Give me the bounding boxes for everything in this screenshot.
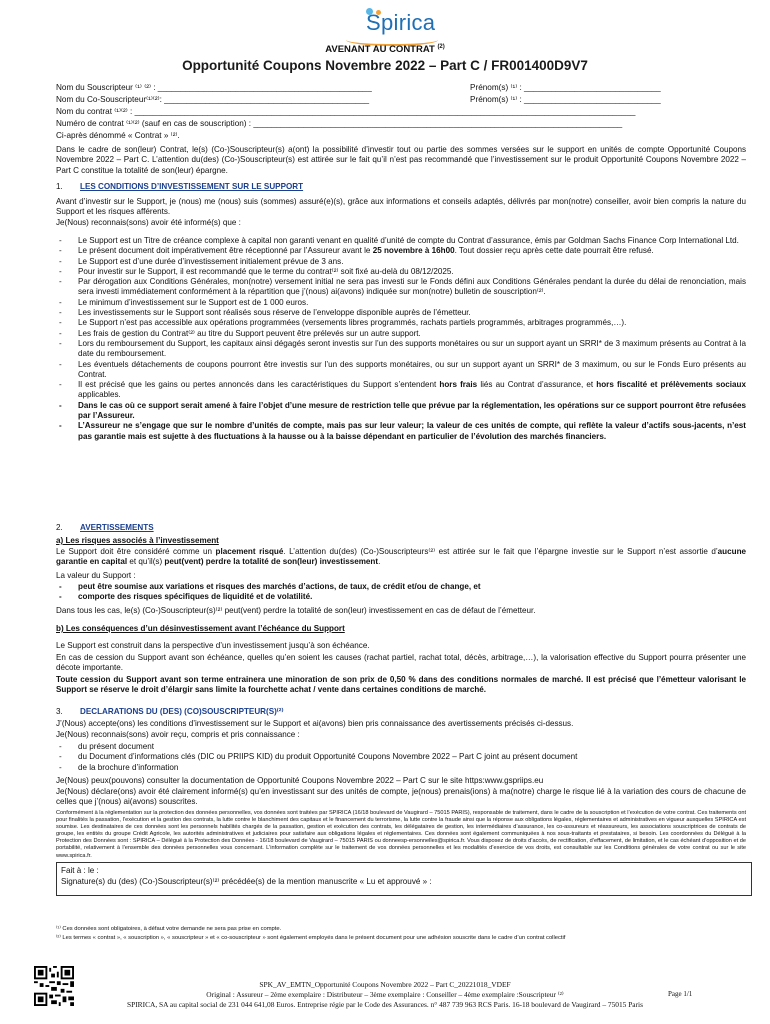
section-2b-heading: b) Les conséquences d’un désinvestissement avant l’échéance du Support	[56, 624, 345, 633]
list-item: - Les éventuels détachements de coupons pourront être investis sur l’un des supports monétaires, ou sur un support ayant un SRRI* de 3 maximum, ou sur le Fonds Euro présents au Contrat.	[56, 360, 746, 381]
intro-paragraph: Dans le cadre de son(leur) Contrat, le(s) (Co-)Souscripteur(s) a(ont) la possibilité d’investir tout ou partie des sommes versées sur le support en unités de compte Opportunité Coupons Novembre 2022 – Part C. L’attention du(des) (Co-)Souscripteur(s) est attirée sur le fait qu’il n’est pas recommandé que l’investissement sur le produit Opportunité Coupons Novembre 2022 – Part C constitue la totalité de son(leur) épargne.	[56, 145, 746, 175]
document-reference: SPK_AV_EMTN_Opportunité Coupons Novembre 2022 – Part C_20221018_VDEF	[259, 980, 511, 989]
section-1-paragraph: Avant d’investir sur le Support, je (nous) me (nous) suis (sommes) assuré(e)(s), grâce aux informations et conseils adaptés, délivrés par mon(notre) conseiller, avoir bien compris la nature du Support et les risques afférents.	[56, 197, 746, 217]
company-legal-info: SPIRICA, SA au capital social de 231 044 641,08 Euros. Entreprise régie par le Code des Assurances. n° 487 739 963 RCS Paris. 16-18 boulevard de Vaugirard – 75015 Paris	[127, 1000, 643, 1009]
section-2b-paragraph-2: En cas de cession du Support avant son échéance, quelles qu’en soient les causes (rachat partiel, rachat total, décès, arbitrage,…), la valorisation effective du Support pourra présenter une décote importante.	[56, 653, 746, 673]
section-3-paragraph-4: Je(Nous) déclare(ons) avoir été clairement informé(s) qu’en investissant sur des unités de compte, je(nous) prenais(ions) à ma(notre) charge le risque lié à la variation des cours de chacune de celles que j’(nous) ai(avons) souscrites.	[56, 787, 746, 807]
contrat-definition: Ci-après dénommé « Contrat » ⁽²⁾.	[56, 131, 180, 140]
list-item: - du Document d’informations clés (DIC ou PRIIPS KID) du produit Opportunité Coupons Novembre 2022 – Part C joint au présent document	[56, 752, 746, 762]
section-1-heading: 1. LES CONDITIONS D’INVESTISSEMENT SUR LE SUPPORT	[56, 182, 304, 191]
field-souscripteur[interactable]: Nom du Souscripteur ⁽¹⁾ ⁽²⁾ : _______________________________________________	[56, 83, 372, 92]
field-cosouscripteur[interactable]: Nom du Co-Souscripteur⁽¹⁾⁽²⁾: _____________________________________________	[56, 95, 370, 104]
section-2a-conclusion: Dans tous les cas, le(s) (Co-)Souscripteur(s)⁽²⁾ peut(vent) perdre la totalité de son(leur) investissement en cas de défaut de l’émetteur.	[56, 606, 536, 615]
field-nom-contrat[interactable]: Nom du contrat ⁽¹⁾⁽²⁾ : ______________________________________________________________________________________________________________	[56, 107, 636, 116]
doc-title: AVENANT AU CONTRAT $^{(2)}$	[325, 44, 445, 56]
list-item: - Le présent document doit impérativement être réceptionné par l’Assureur avant le 25 novembre à 16h00. Tout dossier reçu après cette date pourrait être refusé.	[56, 246, 746, 256]
list-item: - de la brochure d’information	[56, 763, 746, 773]
page-number: Page 1/1	[668, 990, 693, 998]
section-1-list	[56, 236, 746, 442]
list-item: - Les frais de gestion du Contrat⁽²⁾ au titre du Support peuvent être prélevés sur un autre support.	[56, 329, 746, 339]
section-2b-paragraph-1: Le Support est construit dans la perspective d’un investissement jusqu’à son échéance.	[56, 641, 370, 650]
place-date-field[interactable]: Fait à : le :	[61, 866, 99, 875]
section-2a-heading: a) Les risques associés à l’investissement	[56, 536, 219, 545]
list-item: - Lors du remboursement du Support, les capitaux ainsi dégagés seront investis sur l’un des supports monétaires ou sur un support ayant un SRRI* de 3 maximum présents au Contrat à la date du remboursement.	[56, 339, 746, 360]
spirica-logo	[338, 8, 443, 44]
list-item: - comporte des risques spécifiques de liquidité et de volatilité.	[56, 592, 746, 602]
signature-field[interactable]: Signature(s) du (des) (Co-)Souscripteur(s)⁽²⁾ précédée(s) de la mention manuscrite « Lu et approuvé » :	[61, 877, 432, 886]
list-item: - Le Support est un Titre de créance complexe à capital non garanti venant en qualité d’unité de compte du Contrat d’assurance, émis par Goldman Sachs Finance Corp International Ltd.	[56, 236, 746, 246]
section-3-heading: 3. DECLARATIONS DU (DES) (CO)SOUSCRIPTEUR(S)⁽²⁾	[56, 707, 284, 716]
list-item: - Pour investir sur le Support, il est recommandé que le terme du contrat⁽²⁾ soit fixé au-delà du 08/12/2025.	[56, 267, 746, 277]
section-2a-lead: La valeur du Support :	[56, 571, 136, 580]
section-2a-list	[56, 582, 746, 603]
list-item: - du présent document	[56, 742, 746, 752]
list-item: - Dans le cas où ce support serait amené à faire l’objet d’une mesure de restriction telle que prévue par la réglementation, les opérations sur ce support pourront être refusées par l’Assureur.	[56, 401, 746, 422]
section-1-lead: Je(Nous) reconnais(sons) avoir été informé(s) que :	[56, 218, 241, 227]
section-2-heading: 2. AVERTISSEMENTS	[56, 523, 154, 532]
list-item: - L’Assureur ne s’engage que sur le nombre d’unités de compte, mais pas sur leur valeur; la valeur de ces unités de compte, qui reflète la valeur d’actifs sous-jacents, n’est pas garantie mais est sujette à des fluctuations à la hausse ou à la baisse dépendant en particulier de l’évolution des marchés financiers.	[56, 421, 746, 442]
signature-box[interactable]	[56, 862, 752, 896]
field-numero-contrat[interactable]: Numéro de contrat ⁽¹⁾⁽²⁾ (sauf en cas de souscription) : _________________________________________________________________________________	[56, 119, 623, 128]
list-item: - Le minimum d’investissement sur le Support est de 1 000 euros.	[56, 298, 746, 308]
data-protection-notice: Conformément à la réglementation sur la protection des données personnelles, vos données sont traitées par SPIRICA (16/18 boulevard de Vaugirard – 75015 PARIS), responsable de traitement, dans le cadre de la souscription et l’exécution de votre contrat. Ces traitements ont pour finalités la passation, l’exécution et la gestion des contrats, la lutte contre le blanchiment des capitaux et le financement du terrorisme, la lutte contre la fraude ainsi que la réponse aux obligations légales, réglementaires et administratives en vigueur auxquelles SPIRICA est soumise. Les destinataires de ces données sont les personnels habilités chargés de la passation, gestion et exécution des contrats, les délégataires de gestion, les intermédiaires d’assurance, les co-assureurs et réassureurs, les associations souscriptrices de contrats de groupe, les entités du groupe Crédit Agricole, les autorités administratives et judiciaires pour satisfaire aux obligations légales et réglementaires. Ces données sont également communiquées à nos sous-traitants et prestataires, si besoin. Les coordonnées du Délégué à la Protection des Données sont : SPIRICA – Délégué à la Protection des Données - 16/18 boulevard de Vaugirard – 75015 PARIS ou donneesp-ersonnelles@spirica.fr. Vous disposez de droits d’accès, de rectification, d’effacement, de limitation, et le cas échéant d’opposition et de portabilité, relativement à l’ensemble des données personnelles vous concernant. L’information complète sur le traitement de vos données personnelles et les modalités d’exercice de vos droits, est consultable sur les Conditions générales de votre contrat ou sur le site www.spirica.fr.	[56, 810, 746, 859]
logo-wordmark: Spirica	[366, 10, 436, 35]
section-3-list	[56, 742, 746, 773]
footnote-2: ⁽²⁾ Les termes « contrat », « souscription », « souscripteur » et « co-souscripteur » sont également employés dans le présent document pour une adhésion souscrite dans le cadre d’un contrat collectif	[56, 935, 566, 941]
product-title: Opportunité Coupons Novembre 2022 – Part C / FR001400D9V7	[182, 58, 588, 73]
field-prenom-cosouscripteur[interactable]: Prénom(s) ⁽¹⁾ : ______________________________	[470, 95, 661, 104]
footnote-1: ⁽¹⁾ Ces données sont obligatoires, à défaut votre demande ne sera pas prise en compte.	[56, 926, 282, 932]
list-item: - Le Support n’est pas accessible aux opérations programmées (versements libres programmés, rachats partiels programmés, arbitrages programmés,…).	[56, 318, 746, 328]
section-3-paragraph-1: J’(Nous) accepte(ons) les conditions d’investissement sur le Support et ai(avons) bien pris connaissance des avertissements précisés ci-dessus.	[56, 719, 574, 728]
list-item: - Il est précisé que les gains ou pertes annoncés dans les caractéristiques du Support s’entendent hors frais liés au Contrat d’assurance, et hors fiscalité et prélèvements sociaux applicables.	[56, 380, 746, 401]
list-item: - Le Support est d’une durée d’investissement initialement prévue de 3 ans.	[56, 257, 746, 267]
field-prenom-souscripteur[interactable]: Prénom(s) ⁽¹⁾ : ______________________________	[470, 83, 661, 92]
section-3-paragraph-3: Je(Nous) peux(pouvons) consulter la documentation de Opportunité Coupons Novembre 2022 – Part C sur le site https:www.gspriips.eu	[56, 776, 544, 785]
section-2b-paragraph-3: Toute cession du Support avant son terme entrainera une minoration de son prix de 0,50 % dans des conditions normales de marché. Il est précisé que l’émetteur valorisant le Support se réserve le droit d’élargir sans limite la fourchette achat / vente dans certaines conditions de marché.	[56, 675, 746, 695]
list-item: - Les investissements sur le Support sont réalisés sous réserve de l’enveloppe disponible auprès de l’émetteur.	[56, 308, 746, 318]
copy-distribution: Original : Assureur – 2ème exemplaire : Distributeur – 3ème exemplaire : Conseiller – 4ème exemplaire :Souscripteur ⁽²⁾	[206, 990, 564, 999]
list-item: - peut être soumise aux variations et risques des marchés d’actions, de taux, de crédit et/ou de change, et	[56, 582, 746, 592]
list-item: - Par dérogation aux Conditions Générales, mon(notre) versement initial ne sera pas investi sur le Fonds défini aux Conditions Générales pendant la durée du délai de renonciation, mais sera investi immédiatement conformément à la répartition que j’(nous) ai(avons) indiquée sur mon(notre) bulletin de souscription⁽²⁾.	[56, 277, 746, 298]
section-3-paragraph-2: Je(Nous) reconnais(sons) avoir reçu, compris et pris connaissance :	[56, 730, 300, 739]
section-2a-paragraph: Le Support doit être considéré comme un placement risqué. L’attention du(des) (Co-)Souscripteurs⁽²⁾ est attirée sur le fait que l’épargne investie sur le Support n’est assortie d’aucune garantie en capital et qu’il(s) peut(vent) perdre la totalité de son(leur) investissement.	[56, 547, 747, 567]
